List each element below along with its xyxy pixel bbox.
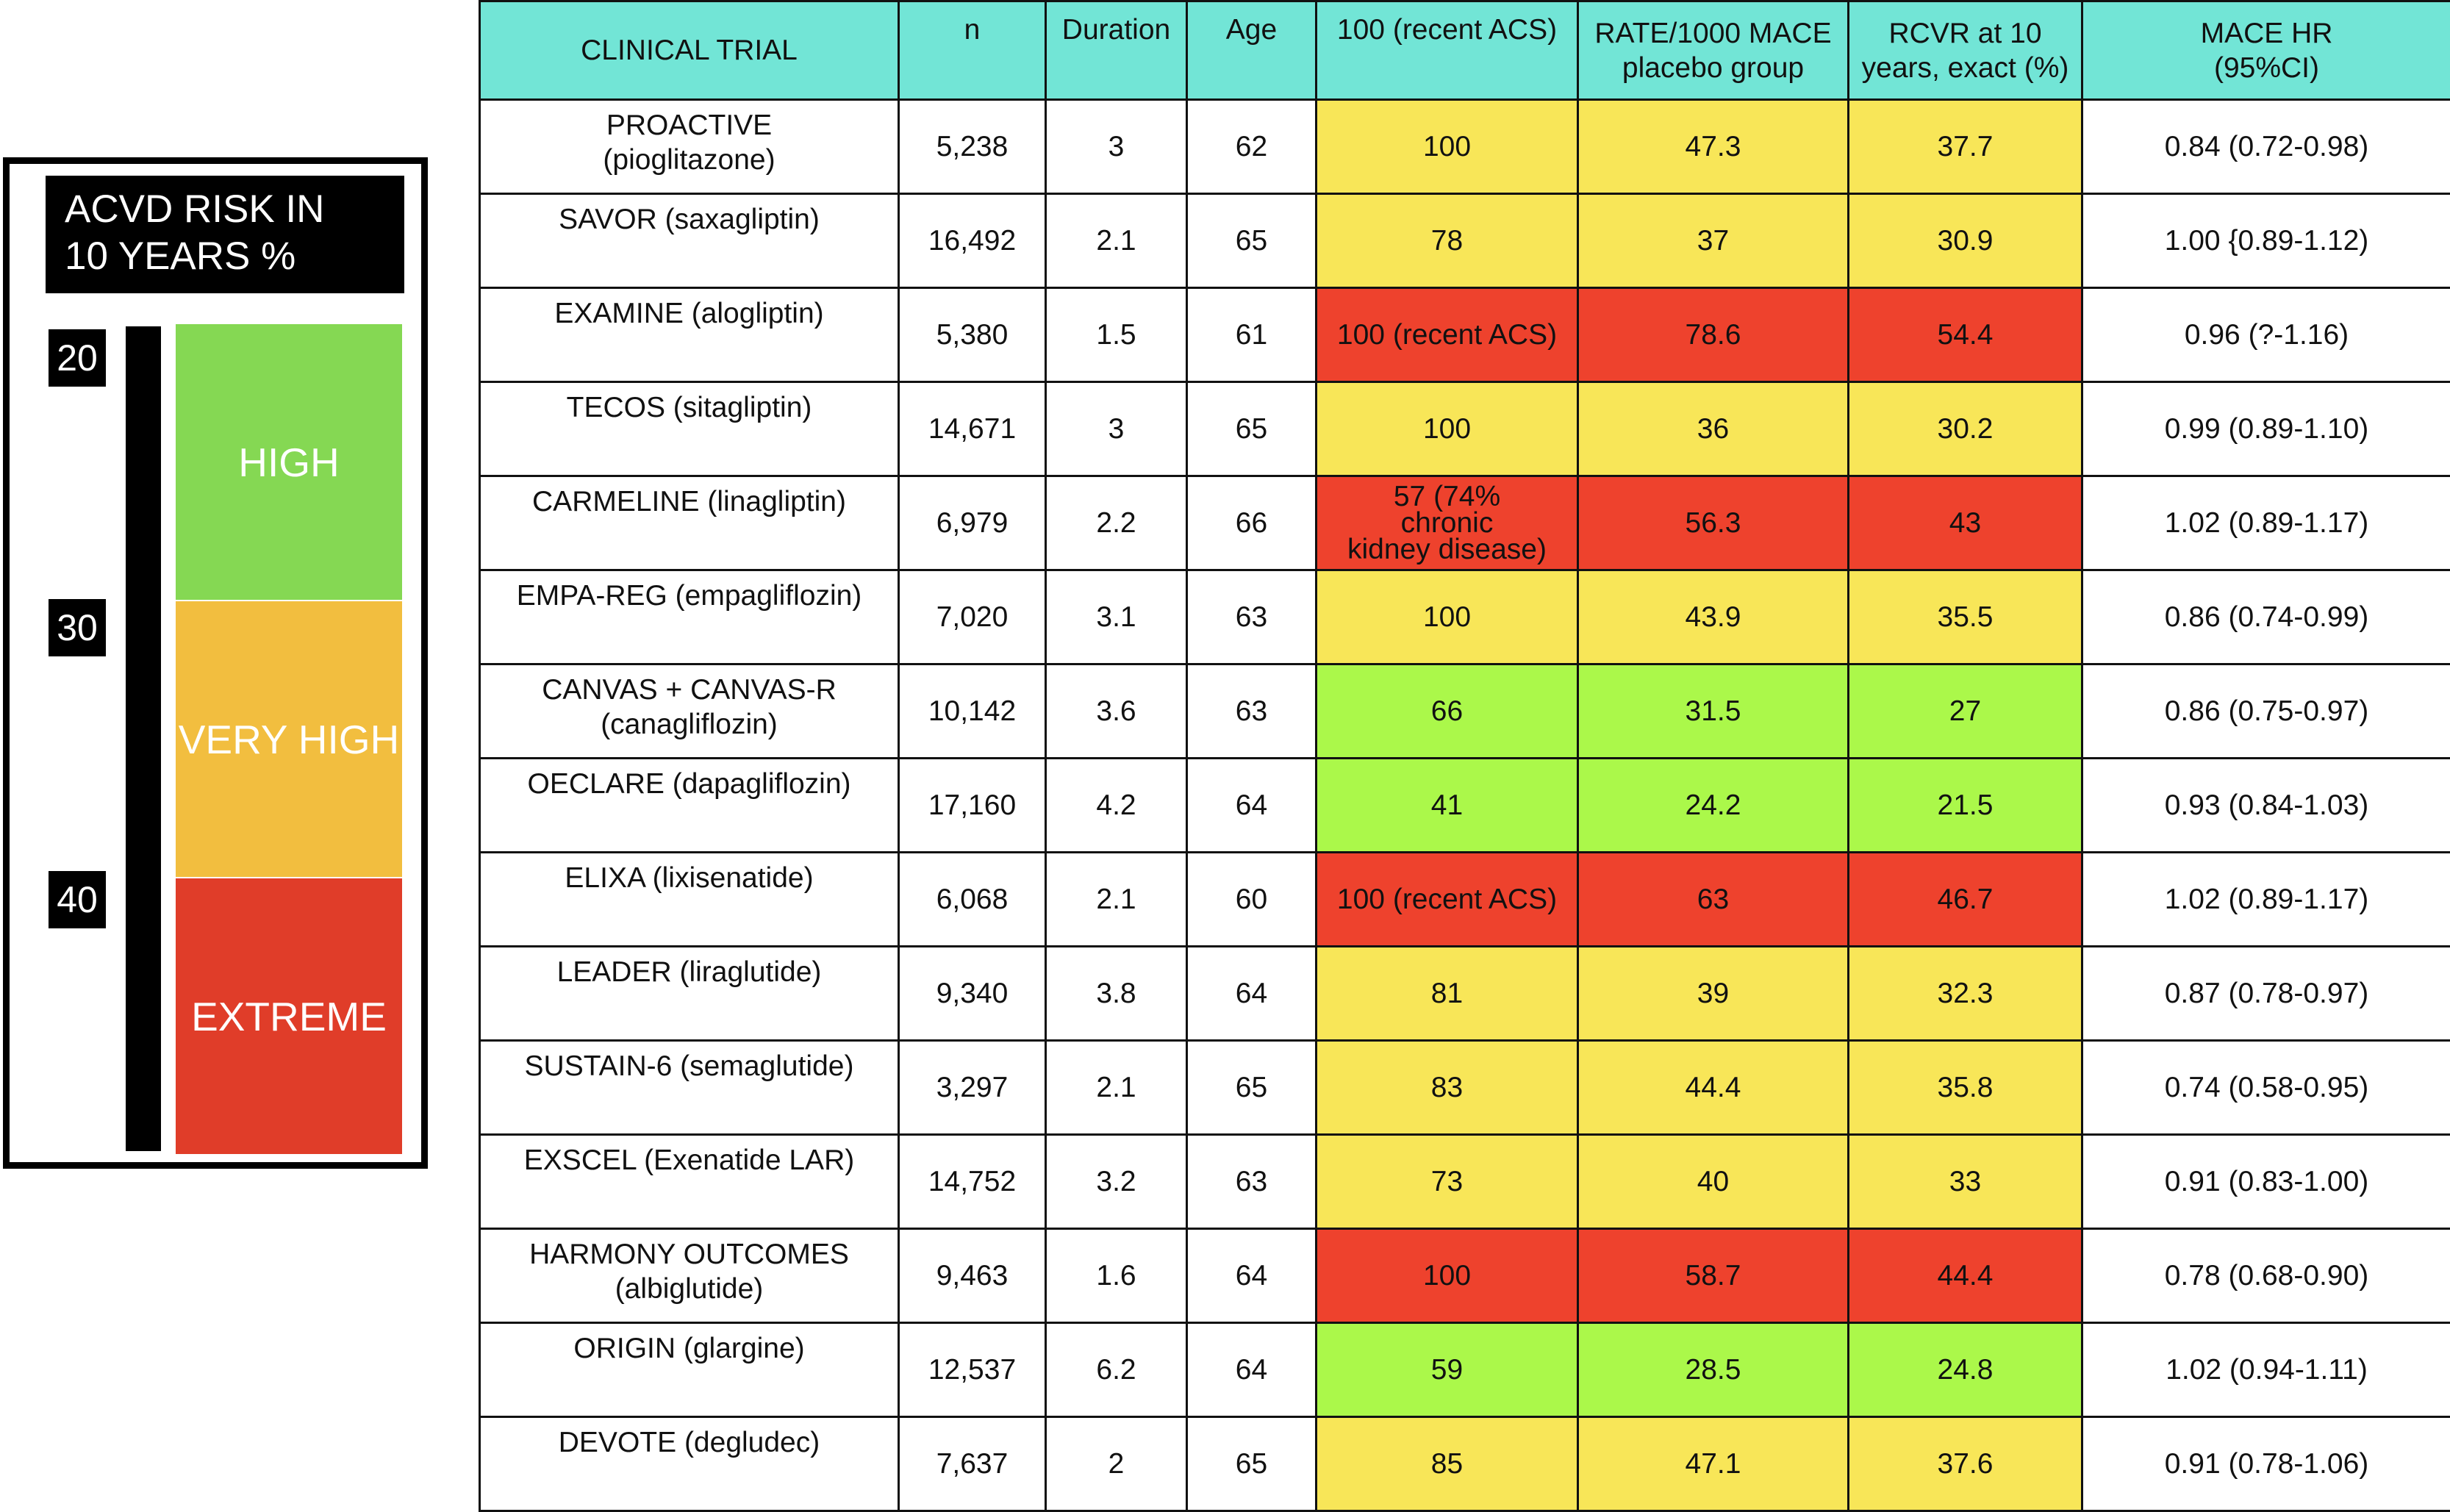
rate-cell: 47.1: [1578, 1417, 1849, 1511]
percent-cvd-cell: [1317, 194, 1578, 288]
age-cell: 66: [1187, 476, 1317, 570]
table-row: [480, 476, 2450, 570]
risk-scale-bar: [126, 326, 161, 1151]
n-cell: 6,979: [899, 476, 1046, 570]
trial-name-line: EMPA-REG (empagliflozin): [485, 578, 893, 613]
header-rate-line2: placebo group: [1583, 51, 1843, 85]
band-extreme: [176, 878, 402, 1154]
table-row: [480, 1135, 2450, 1229]
age-cell: 65: [1187, 1417, 1317, 1511]
n-cell: 7,020: [899, 570, 1046, 664]
rcvr-cell: 32.3: [1849, 947, 2082, 1041]
mace-hr-cell: 0.91 (0.78-1.06): [2082, 1417, 2450, 1511]
header-mace-hr: [2082, 1, 2450, 100]
header-age: Age: [1187, 1, 1317, 100]
age-cell: 65: [1187, 382, 1317, 476]
table-row: [480, 1417, 2450, 1511]
trial-name-line: (albiglutide): [485, 1272, 893, 1306]
trial-name-line: PROACTIVE: [485, 108, 893, 143]
percent-cvd-line: chronic: [1322, 510, 1572, 537]
table-row: [480, 853, 2450, 947]
table-row: [480, 759, 2450, 853]
rate-cell: 40: [1578, 1135, 1849, 1229]
percent-cvd-line: 78: [1322, 223, 1572, 258]
duration-cell: 6.2: [1046, 1323, 1187, 1417]
percent-cvd-line: 100: [1322, 412, 1572, 446]
rcvr-cell: 27: [1849, 664, 2082, 759]
header-percent-cvd: 100 (recent ACS): [1317, 1, 1578, 100]
percent-cvd-line: 100 (recent ACS): [1322, 882, 1572, 917]
header-clinical-trial: CLINICAL TRIAL: [480, 1, 899, 100]
trial-name-cell: [480, 853, 899, 947]
duration-cell: 3.6: [1046, 664, 1187, 759]
percent-cvd-cell: [1317, 570, 1578, 664]
trial-name-cell: [480, 288, 899, 382]
n-cell: 12,537: [899, 1323, 1046, 1417]
rcvr-cell: 21.5: [1849, 759, 2082, 853]
table-row: [480, 664, 2450, 759]
duration-cell: 2.1: [1046, 1041, 1187, 1135]
age-cell: 64: [1187, 1229, 1317, 1323]
age-cell: 65: [1187, 1041, 1317, 1135]
percent-cvd-line: 81: [1322, 976, 1572, 1011]
rcvr-cell: 24.8: [1849, 1323, 2082, 1417]
trial-name-line: LEADER (liraglutide): [485, 955, 893, 989]
table-row: [480, 288, 2450, 382]
mace-hr-cell: 0.99 (0.89-1.10): [2082, 382, 2450, 476]
rate-cell: 44.4: [1578, 1041, 1849, 1135]
trial-name-line: CARMELINE (linagliptin): [485, 484, 893, 519]
n-cell: 9,463: [899, 1229, 1046, 1323]
percent-cvd-line: 100: [1322, 1258, 1572, 1293]
trial-name-cell: [480, 476, 899, 570]
rate-cell: 56.3: [1578, 476, 1849, 570]
percent-cvd-line: 59: [1322, 1352, 1572, 1387]
age-cell: 63: [1187, 664, 1317, 759]
mace-hr-cell: 0.91 (0.83-1.00): [2082, 1135, 2450, 1229]
duration-cell: 4.2: [1046, 759, 1187, 853]
trial-name-cell: [480, 664, 899, 759]
table-header-row: [480, 1, 2450, 100]
trial-name-cell: [480, 1229, 899, 1323]
trial-name-cell: [480, 759, 899, 853]
mace-hr-cell: 0.93 (0.84-1.03): [2082, 759, 2450, 853]
rate-cell: 36: [1578, 382, 1849, 476]
mace-hr-cell: 0.96 (?-1.16): [2082, 288, 2450, 382]
duration-cell: 3.1: [1046, 570, 1187, 664]
percent-cvd-cell: [1317, 664, 1578, 759]
table-row: [480, 194, 2450, 288]
table-row: [480, 1229, 2450, 1323]
age-cell: 60: [1187, 853, 1317, 947]
header-rate-per-1000: [1578, 1, 1849, 100]
age-cell: 63: [1187, 570, 1317, 664]
percent-cvd-line: kidney disease): [1322, 537, 1572, 563]
trial-name-line: CANVAS + CANVAS-R: [485, 673, 893, 707]
duration-cell: 3.2: [1046, 1135, 1187, 1229]
trial-name-cell: [480, 947, 899, 1041]
duration-cell: 2: [1046, 1417, 1187, 1511]
rate-cell: 28.5: [1578, 1323, 1849, 1417]
rcvr-cell: 44.4: [1849, 1229, 2082, 1323]
n-cell: 17,160: [899, 759, 1046, 853]
trial-name-cell: [480, 1135, 899, 1229]
percent-cvd-cell: [1317, 382, 1578, 476]
legend-title-line2: 10 YEARS %: [65, 233, 404, 280]
band-extreme-label: EXTREME: [191, 993, 387, 1040]
rate-cell: 43.9: [1578, 570, 1849, 664]
n-cell: 16,492: [899, 194, 1046, 288]
rcvr-cell: 30.9: [1849, 194, 2082, 288]
duration-cell: 2.2: [1046, 476, 1187, 570]
duration-cell: 3.8: [1046, 947, 1187, 1041]
n-cell: 10,142: [899, 664, 1046, 759]
header-rcvr-line1: RCVR at 10: [1854, 16, 2077, 51]
trial-name-line: (pioglitazone): [485, 143, 893, 177]
mace-hr-cell: 0.87 (0.78-0.97): [2082, 947, 2450, 1041]
percent-cvd-line: 41: [1322, 788, 1572, 823]
header-rcvr: [1849, 1, 2082, 100]
mace-hr-cell: 1.02 (0.94-1.11): [2082, 1323, 2450, 1417]
band-very-high: [176, 601, 402, 877]
trial-name-line: EXSCEL (Exenatide LAR): [485, 1143, 893, 1178]
tick-label: 40: [49, 871, 106, 928]
rate-cell: 47.3: [1578, 100, 1849, 194]
percent-cvd-line: 100: [1322, 600, 1572, 634]
percent-cvd-line: 83: [1322, 1070, 1572, 1105]
trial-name-cell: [480, 570, 899, 664]
age-cell: 65: [1187, 194, 1317, 288]
n-cell: 5,238: [899, 100, 1046, 194]
duration-cell: 2.1: [1046, 194, 1187, 288]
rcvr-cell: 33: [1849, 1135, 2082, 1229]
rate-cell: 37: [1578, 194, 1849, 288]
mace-hr-cell: 0.86 (0.75-0.97): [2082, 664, 2450, 759]
percent-cvd-cell: [1317, 947, 1578, 1041]
header-duration: Duration: [1046, 1, 1187, 100]
percent-cvd-line: 100 (recent ACS): [1322, 318, 1572, 352]
header-n: n: [899, 1, 1046, 100]
n-cell: 5,380: [899, 288, 1046, 382]
n-cell: 6,068: [899, 853, 1046, 947]
table-row: [480, 570, 2450, 664]
rate-cell: 58.7: [1578, 1229, 1849, 1323]
duration-cell: 3: [1046, 382, 1187, 476]
n-cell: 3,297: [899, 1041, 1046, 1135]
table-row: [480, 1041, 2450, 1135]
percent-cvd-line: 66: [1322, 694, 1572, 728]
percent-cvd-cell: [1317, 853, 1578, 947]
percent-cvd-cell: [1317, 1323, 1578, 1417]
percent-cvd-cell: [1317, 1417, 1578, 1511]
trial-name-line: EXAMINE (alogliptin): [485, 296, 893, 331]
percent-cvd-cell: [1317, 476, 1578, 570]
trial-name-line: (canagliflozin): [485, 707, 893, 742]
table-row: [480, 1323, 2450, 1417]
tick-label: 30: [49, 599, 106, 656]
legend-title: [46, 176, 404, 293]
trial-name-line: OECLARE (dapagliflozin): [485, 767, 893, 801]
rcvr-cell: 37.6: [1849, 1417, 2082, 1511]
trial-name-cell: [480, 1041, 899, 1135]
age-cell: 64: [1187, 947, 1317, 1041]
trial-name-line: SUSTAIN-6 (semaglutide): [485, 1049, 893, 1083]
percent-cvd-cell: [1317, 1041, 1578, 1135]
rcvr-cell: 37.7: [1849, 100, 2082, 194]
rate-cell: 63: [1578, 853, 1849, 947]
percent-cvd-line: 100: [1322, 129, 1572, 164]
percent-cvd-line: 57 (74%: [1322, 484, 1572, 510]
mace-hr-cell: 0.84 (0.72-0.98): [2082, 100, 2450, 194]
age-cell: 64: [1187, 1323, 1317, 1417]
rcvr-cell: 54.4: [1849, 288, 2082, 382]
age-cell: 64: [1187, 759, 1317, 853]
band-very-high-label: VERY HIGH: [179, 716, 400, 763]
rcvr-cell: 46.7: [1849, 853, 2082, 947]
trial-name-cell: [480, 100, 899, 194]
rate-cell: 78.6: [1578, 288, 1849, 382]
trial-name-line: ORIGIN (glargine): [485, 1331, 893, 1366]
n-cell: 14,752: [899, 1135, 1046, 1229]
age-cell: 62: [1187, 100, 1317, 194]
duration-cell: 2.1: [1046, 853, 1187, 947]
percent-cvd-line: 73: [1322, 1164, 1572, 1199]
duration-cell: 1.5: [1046, 288, 1187, 382]
trial-name-cell: [480, 1323, 899, 1417]
age-cell: 61: [1187, 288, 1317, 382]
rate-cell: 31.5: [1578, 664, 1849, 759]
trial-name-line: SAVOR (saxagliptin): [485, 202, 893, 237]
trial-name-line: ELIXA (lixisenatide): [485, 861, 893, 895]
header-rate-line1: RATE/1000 MACE: [1583, 16, 1843, 51]
table-body: [480, 100, 2450, 1511]
header-hr-line2: (95%CI): [2088, 51, 2446, 85]
percent-cvd-cell: [1317, 288, 1578, 382]
trial-name-line: DEVOTE (degludec): [485, 1425, 893, 1460]
n-cell: 14,671: [899, 382, 1046, 476]
rcvr-cell: 35.8: [1849, 1041, 2082, 1135]
mace-hr-cell: 0.86 (0.74-0.99): [2082, 570, 2450, 664]
percent-cvd-cell: [1317, 759, 1578, 853]
duration-cell: 3: [1046, 100, 1187, 194]
trial-name-line: TECOS (sitagliptin): [485, 390, 893, 425]
legend-title-line1: ACVD RISK IN: [65, 186, 404, 233]
rate-cell: 39: [1578, 947, 1849, 1041]
rate-cell: 24.2: [1578, 759, 1849, 853]
table-row: [480, 100, 2450, 194]
percent-cvd-cell: [1317, 100, 1578, 194]
clinical-trials-table: [479, 0, 2450, 1512]
band-high: [176, 324, 402, 600]
percent-cvd-cell: [1317, 1229, 1578, 1323]
risk-legend: [3, 157, 428, 1169]
table-row: [480, 382, 2450, 476]
n-cell: 9,340: [899, 947, 1046, 1041]
mace-hr-cell: 1.00 {0.89-1.12): [2082, 194, 2450, 288]
mace-hr-cell: 0.78 (0.68-0.90): [2082, 1229, 2450, 1323]
band-high-label: HIGH: [238, 439, 340, 486]
duration-cell: 1.6: [1046, 1229, 1187, 1323]
percent-cvd-cell: [1317, 1135, 1578, 1229]
header-rcvr-line2: years, exact (%): [1854, 51, 2077, 85]
rcvr-cell: 35.5: [1849, 570, 2082, 664]
rcvr-cell: 30.2: [1849, 382, 2082, 476]
trial-name-cell: [480, 382, 899, 476]
trial-name-cell: [480, 1417, 899, 1511]
mace-hr-cell: 0.74 (0.58-0.95): [2082, 1041, 2450, 1135]
tick-label: 20: [49, 329, 106, 387]
header-hr-line1: MACE HR: [2088, 16, 2446, 51]
n-cell: 7,637: [899, 1417, 1046, 1511]
table-row: [480, 947, 2450, 1041]
age-cell: 63: [1187, 1135, 1317, 1229]
percent-cvd-line: 85: [1322, 1447, 1572, 1481]
trial-name-cell: [480, 194, 899, 288]
trial-name-line: HARMONY OUTCOMES: [485, 1237, 893, 1272]
mace-hr-cell: 1.02 (0.89-1.17): [2082, 853, 2450, 947]
rcvr-cell: 43: [1849, 476, 2082, 570]
mace-hr-cell: 1.02 (0.89-1.17): [2082, 476, 2450, 570]
